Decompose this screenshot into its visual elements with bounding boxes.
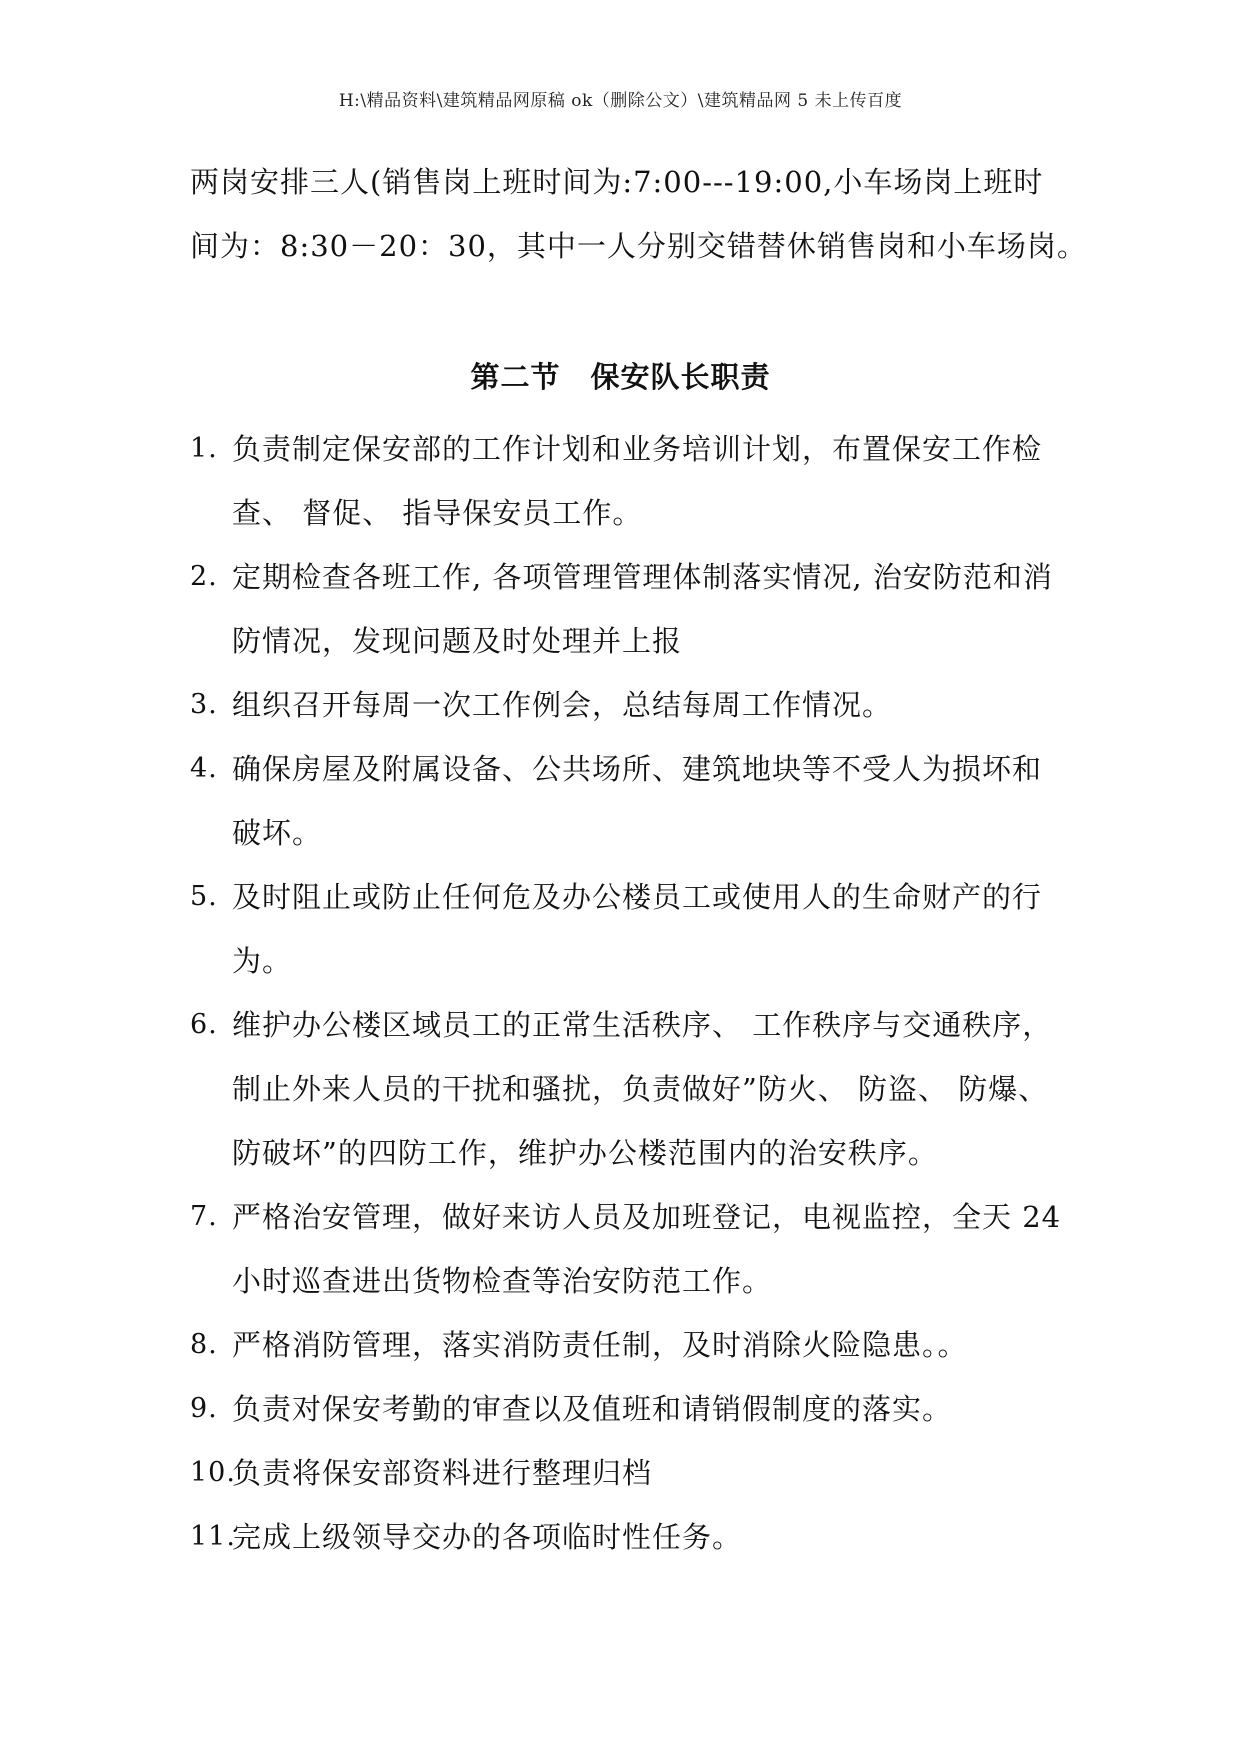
item-number: 6. — [190, 1009, 218, 1040]
item-line: 严格消防管理，落实消防责任制，及时消除火险隐患。。 — [232, 1328, 968, 1362]
item-line: 小时巡查进出货物检查等治安防范工作。 — [232, 1264, 773, 1298]
item-number: 9. — [190, 1393, 218, 1424]
duties-list — [190, 417, 1110, 1569]
list-item — [190, 545, 1110, 673]
item-line: 为。 — [232, 944, 293, 978]
list-item — [190, 417, 1110, 545]
item-number: 7. — [190, 1201, 218, 1232]
item-line: 严格治安管理，做好来访人员及加班登记，电视监控，全天 24 — [232, 1200, 1062, 1234]
list-item — [190, 1313, 1110, 1377]
item-line: 防情况，发现问题及时处理并上报 — [232, 624, 683, 658]
item-line: 查、 督促、 指导保安员工作。 — [232, 496, 643, 530]
section-title: 第二节 保安队长职责 — [470, 360, 771, 394]
item-number: 10. — [190, 1457, 236, 1488]
item-line: 组织召开每周一次工作例会，总结每周工作情况。 — [232, 688, 893, 722]
item-line: 维护办公楼区域员工的正常生活秩序、 工作秩序与交通秩序， — [232, 1008, 1053, 1042]
page-header: H:\精品资料\建筑精品网原稿 ok（删除公文）\建筑精品网 5 未上传百度 — [338, 91, 903, 111]
item-line: 及时阻止或防止任何危及办公楼员工或使用人的生命财产的行 — [232, 880, 1043, 914]
list-item — [190, 1185, 1110, 1313]
item-line: 制止外来人员的干扰和骚扰，负责做好”防火、 防盗、 防爆、 — [232, 1072, 1049, 1106]
item-line: 完成上级领导交办的各项临时性任务。 — [232, 1520, 743, 1554]
list-item — [190, 993, 1110, 1185]
intro-line: 两岗安排三人(销售岗上班时间为:7:00---19:00,小车场岗上班时 — [190, 165, 1044, 199]
item-line: 定期检查各班工作, 各项管理管理体制落实情况, 治安防范和消 — [232, 560, 1053, 594]
list-item — [190, 865, 1110, 993]
intro-paragraph — [190, 150, 1090, 278]
item-number: 11. — [190, 1521, 236, 1552]
item-number: 2. — [190, 561, 218, 592]
list-item — [190, 1441, 1110, 1505]
list-item — [190, 673, 1110, 737]
list-item — [190, 1377, 1110, 1441]
item-line: 负责制定保安部的工作计划和业务培训计划，布置保安工作检 — [232, 432, 1043, 466]
item-number: 5. — [190, 881, 218, 912]
intro-line: 间为：8:30－20：30，其中一人分别交错替休销售岗和小车场岗。 — [190, 229, 1087, 263]
item-number: 3. — [190, 689, 218, 720]
item-line: 负责对保安考勤的审查以及值班和请销假制度的落实。 — [232, 1392, 953, 1426]
list-item — [190, 737, 1110, 865]
item-line: 负责将保安部资料进行整理归档 — [232, 1456, 653, 1490]
list-item — [190, 1505, 1110, 1569]
item-number: 8. — [190, 1329, 218, 1360]
item-line: 确保房屋及附属设备、公共场所、建筑地块等不受人为损坏和 — [232, 752, 1043, 786]
item-number: 1. — [190, 433, 218, 464]
item-number: 4. — [190, 753, 218, 784]
item-line: 破坏。 — [232, 816, 323, 850]
item-line: 防破坏”的四防工作，维护办公楼范围内的治安秩序。 — [232, 1136, 938, 1170]
